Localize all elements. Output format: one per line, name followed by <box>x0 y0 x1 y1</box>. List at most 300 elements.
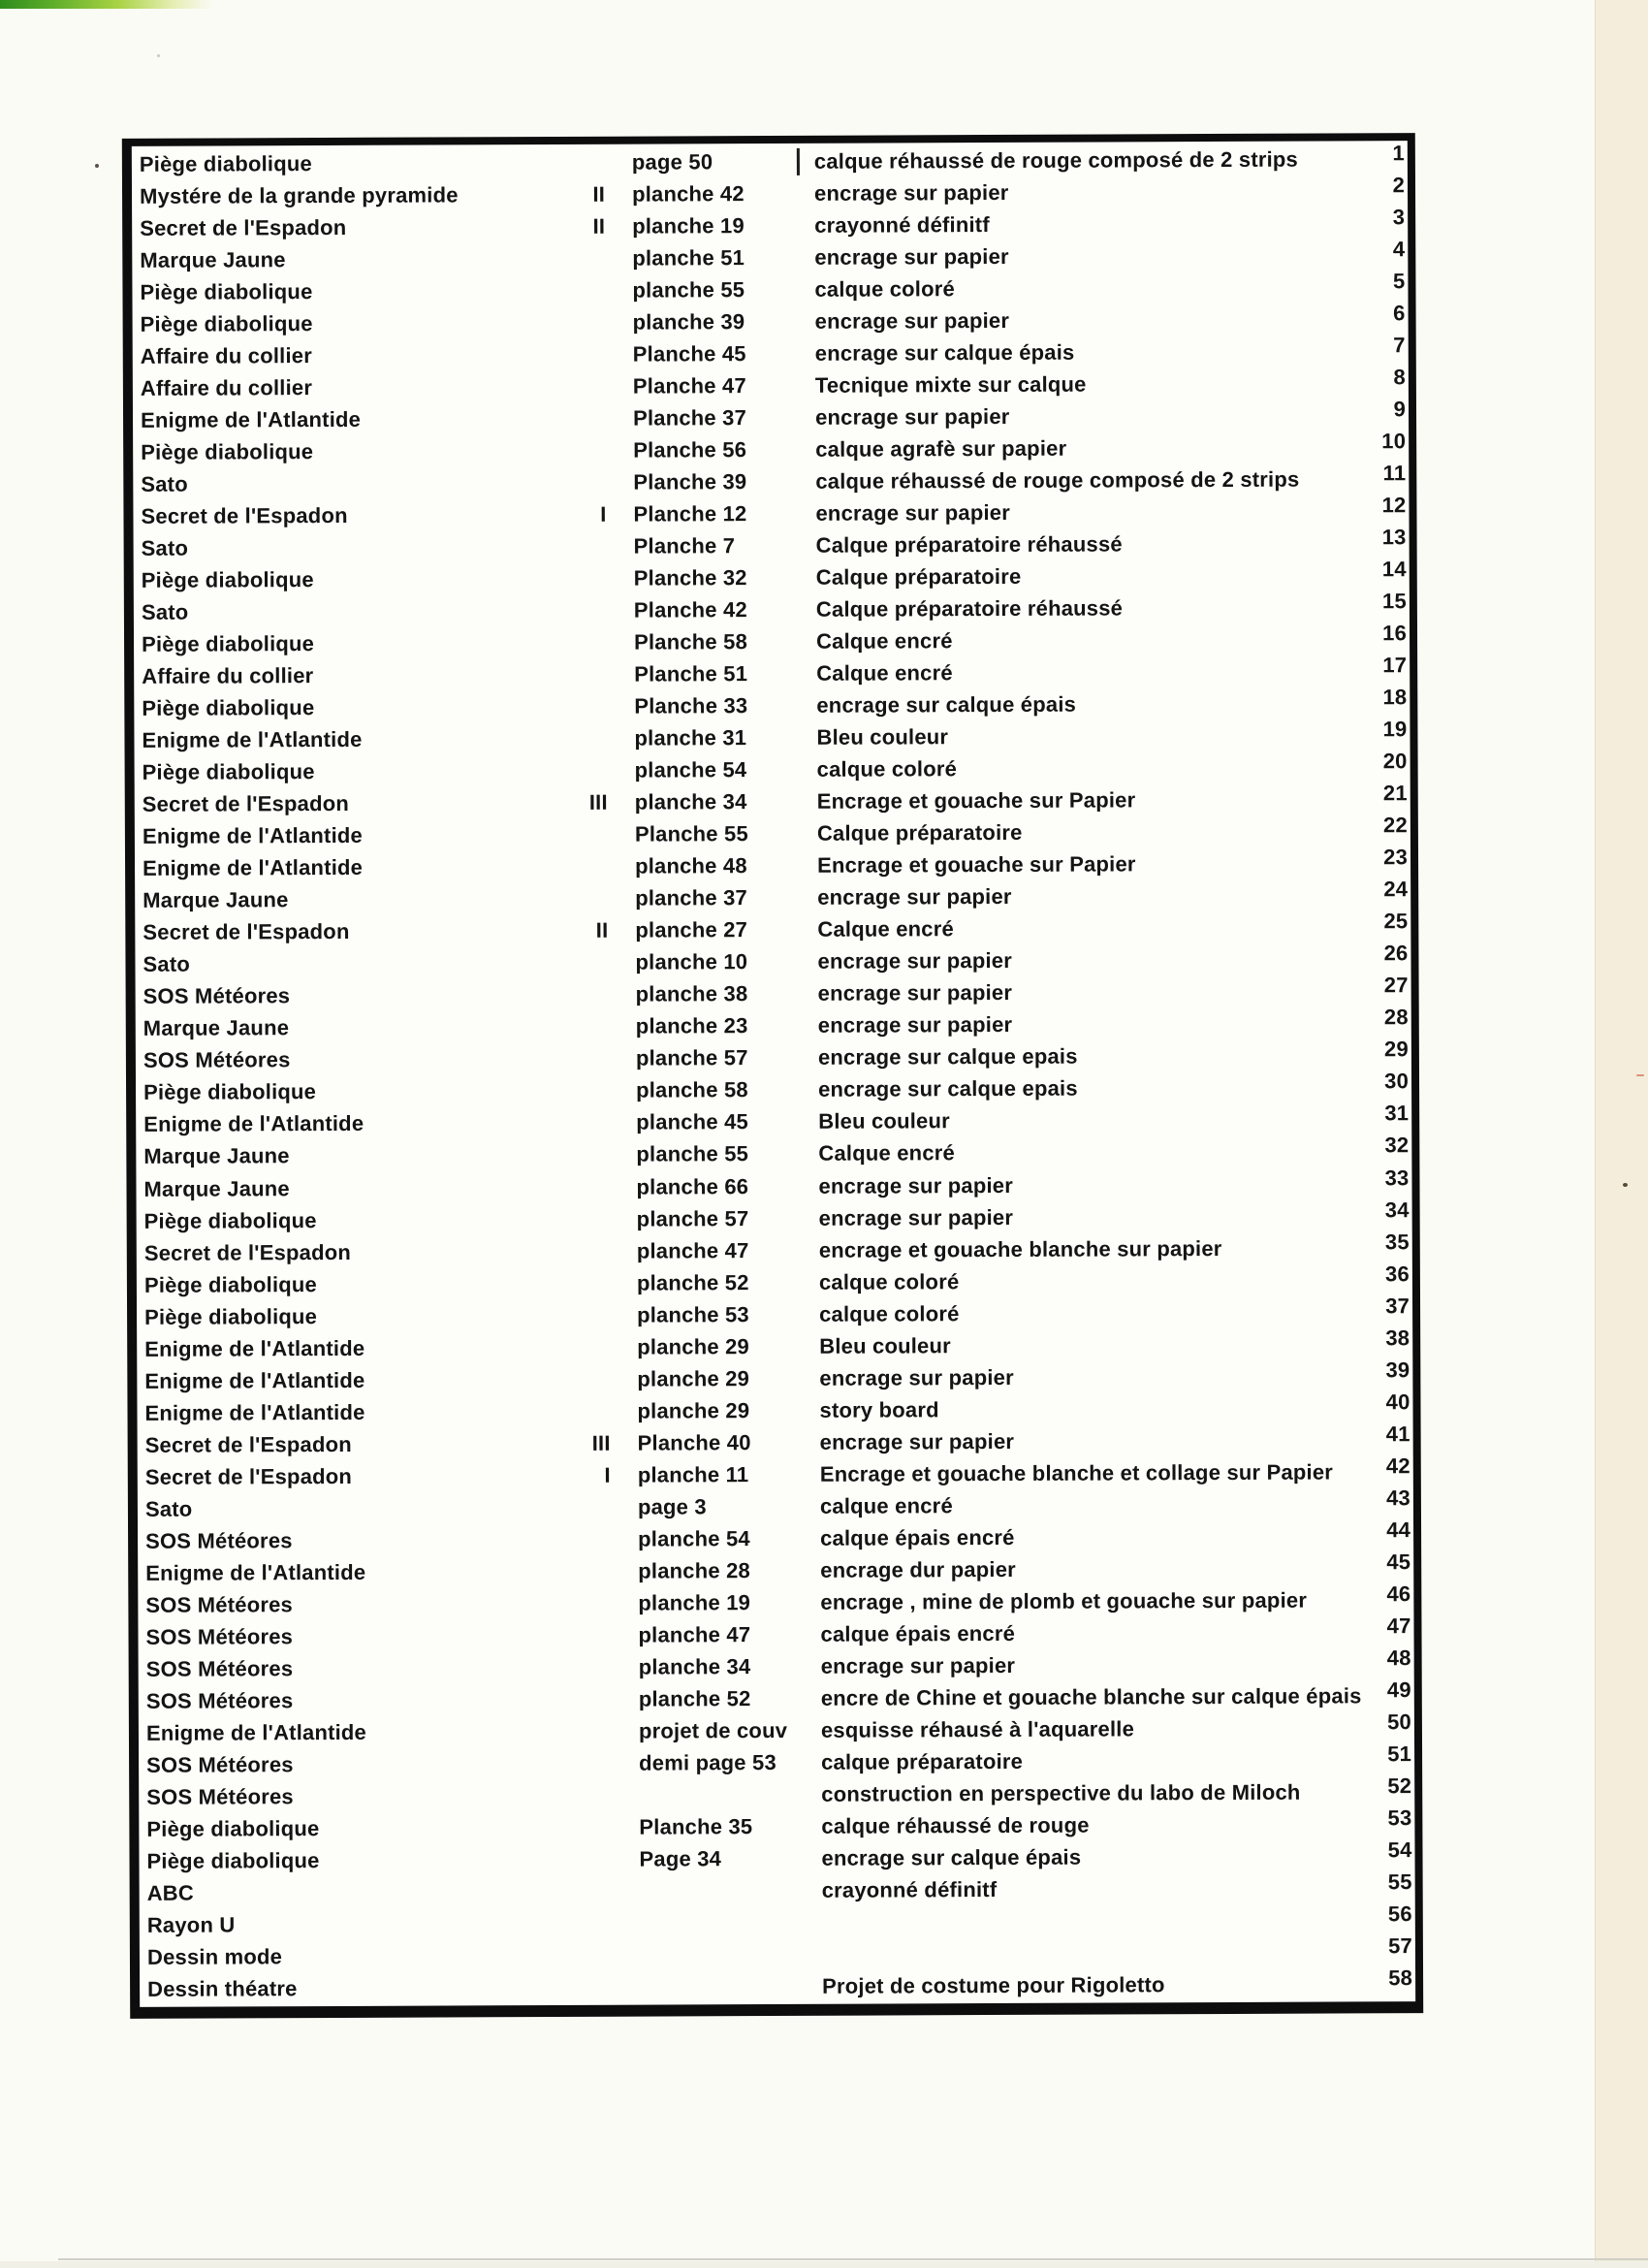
cell-number: 24 <box>1383 877 1409 902</box>
cell-title: Piège diabolique <box>143 1207 317 1233</box>
cell-technique: encrage sur calque épais <box>814 339 1075 366</box>
cell-reference: planche 42 <box>631 181 745 207</box>
cell-reference: Planche 51 <box>634 661 748 687</box>
cell-reference: planche 23 <box>635 1013 748 1039</box>
cell-number: 30 <box>1384 1069 1410 1094</box>
cell-reference: Planche 45 <box>632 341 746 367</box>
cell-title: Marque Jaune <box>143 1143 290 1169</box>
table-row <box>137 1389 1412 1428</box>
cell-technique: encrage , mine de plomb et gouache sur papier <box>820 1587 1308 1614</box>
cell-number: 33 <box>1384 1165 1410 1190</box>
table-row <box>140 1901 1415 1940</box>
cell-title: SOS Météores <box>143 983 291 1009</box>
cell-reference: planche 10 <box>635 949 748 975</box>
cell-number: 37 <box>1385 1293 1410 1318</box>
cell-reference: planche 19 <box>638 1589 751 1615</box>
table-row <box>139 1677 1414 1716</box>
cell-technique: calque réhaussé de rouge <box>821 1812 1090 1838</box>
cell-number: 6 <box>1393 301 1406 326</box>
cell-number: 48 <box>1386 1645 1411 1670</box>
cell-reference: planche 53 <box>637 1301 749 1327</box>
cell-reference: Planche 56 <box>633 437 747 463</box>
cell-reference <box>619 1795 804 1796</box>
cell-technique: encrage sur papier <box>817 1012 1013 1038</box>
cell-reference: planche 34 <box>638 1653 751 1679</box>
cell-reference: planche 29 <box>637 1333 749 1359</box>
cell-title: Enigme de l'Atlantide <box>142 727 363 753</box>
cell-number: 36 <box>1384 1261 1410 1286</box>
cell-technique: story board <box>819 1396 939 1422</box>
table-row <box>139 1645 1414 1684</box>
cell-number: 51 <box>1387 1741 1412 1767</box>
cell-technique: construction en perspective du labo de Miloch <box>821 1779 1301 1806</box>
table-row <box>137 1293 1412 1332</box>
cell-volume: II <box>592 181 606 207</box>
table-row <box>136 1037 1411 1076</box>
cell-reference: planche 66 <box>636 1173 749 1199</box>
cell-title: SOS Météores <box>146 1751 294 1777</box>
table-row <box>139 1741 1414 1780</box>
table-row <box>139 1709 1414 1748</box>
cell-title: Enigme de l'Atlantide <box>145 1719 367 1745</box>
cell-technique: encrage sur papier <box>814 308 1010 334</box>
cell-technique: calque épais encré <box>820 1620 1016 1646</box>
table-row <box>133 301 1409 339</box>
cell-reference: Planche 47 <box>632 373 746 399</box>
cell-number: 17 <box>1382 653 1408 678</box>
cell-number: 20 <box>1382 749 1408 774</box>
cell-title: SOS Météores <box>145 1527 293 1553</box>
cell-number: 11 <box>1382 461 1407 486</box>
cell-technique: encrage sur papier <box>813 179 1009 206</box>
cell-reference: planche 47 <box>636 1237 749 1263</box>
cell-reference: Planche 55 <box>634 821 748 847</box>
cell-reference <box>620 1891 805 1892</box>
table-row <box>138 1453 1413 1492</box>
cell-number: 56 <box>1387 1901 1412 1927</box>
cell-volume: I <box>604 1462 611 1487</box>
cell-title: Enigme de l'Atlantide <box>143 1111 364 1137</box>
cell-reference: page 50 <box>631 149 713 175</box>
plates-inventory-table <box>122 133 1423 2019</box>
table-row <box>134 525 1410 563</box>
cell-technique: Calque préparatoire réhaussé <box>815 531 1123 558</box>
table-row <box>132 173 1408 211</box>
table-row <box>138 1485 1413 1524</box>
cell-technique: calque coloré <box>818 1268 960 1294</box>
cell-title: Affaire du collier <box>142 663 314 689</box>
cell-number: 23 <box>1383 845 1409 870</box>
cell-technique: calque agrafè sur papier <box>815 435 1067 462</box>
cell-number: 18 <box>1382 685 1408 710</box>
cell-volume: II <box>592 213 606 239</box>
cell-reference: page 3 <box>637 1493 707 1519</box>
cell-technique: encrage sur papier <box>817 980 1013 1006</box>
cell-volume: III <box>588 790 608 815</box>
cell-reference: Planche 33 <box>634 693 748 719</box>
cell-title: SOS Météores <box>145 1655 294 1681</box>
cell-reference <box>620 1987 805 1988</box>
cell-technique: encrage sur calque épais <box>816 691 1077 719</box>
cell-number: 53 <box>1387 1805 1412 1831</box>
cell-number: 4 <box>1392 237 1406 262</box>
cell-volume: II <box>595 918 609 943</box>
cell-technique: Calque encré <box>816 660 953 687</box>
cell-title: Piège diabolique <box>143 1271 318 1297</box>
cell-technique: encrage sur calque epais <box>818 1076 1078 1102</box>
cell-technique: encrage sur papier <box>817 948 1013 974</box>
cell-technique: crayonné définitf <box>814 212 990 238</box>
cell-title: Sato <box>144 1496 193 1521</box>
cell-technique: encrage sur papier <box>820 1652 1016 1678</box>
cell-technique: crayonné définitf <box>821 1876 998 1902</box>
table-row <box>136 973 1411 1012</box>
table-row <box>138 1421 1413 1460</box>
cell-number: 31 <box>1384 1101 1410 1126</box>
table-row <box>132 205 1408 243</box>
cell-title: ABC <box>146 1880 194 1905</box>
cell-title: Mystére de la grande pyramide <box>139 182 459 208</box>
cell-number: 15 <box>1381 589 1407 614</box>
scan-bottom-shadow-line <box>58 2258 1648 2260</box>
table-row <box>137 1261 1412 1300</box>
cell-number: 35 <box>1384 1229 1410 1254</box>
cell-reference: planche 28 <box>638 1557 750 1583</box>
cell-number: 29 <box>1383 1037 1409 1062</box>
table-row <box>134 685 1410 723</box>
cell-technique: Encrage et gouache blanche et collage sur Papier <box>819 1459 1334 1486</box>
cell-reference: planche 55 <box>632 277 745 303</box>
cell-reference: planche 57 <box>635 1045 748 1071</box>
table-row <box>136 1165 1411 1204</box>
table-row <box>137 1325 1412 1364</box>
cell-number: 49 <box>1386 1677 1411 1702</box>
cell-reference: planche 38 <box>635 981 748 1007</box>
cell-number: 1 <box>1392 141 1405 166</box>
cell-number: 14 <box>1381 557 1407 582</box>
cell-number: 9 <box>1393 397 1407 422</box>
cell-reference: planche 29 <box>637 1365 750 1391</box>
cell-reference: Planche 12 <box>633 501 747 527</box>
cell-title: Secret de l'Espadon <box>143 1239 352 1265</box>
cell-reference: planche 11 <box>637 1461 749 1487</box>
cell-technique: encrage sur papier <box>818 1172 1014 1198</box>
cell-number: 58 <box>1388 1965 1413 1991</box>
cell-reference: planche 54 <box>634 757 747 783</box>
cell-technique: calque réhaussé de rouge composé de 2 strips <box>815 466 1300 494</box>
table-row <box>138 1549 1413 1588</box>
cell-technique: calque réhaussé de rouge composé de 2 strips <box>797 145 1363 176</box>
cell-number: 28 <box>1383 1005 1409 1030</box>
cell-number: 13 <box>1381 525 1407 550</box>
cell-title: Rayon U <box>146 1912 236 1937</box>
cell-number: 19 <box>1382 717 1408 742</box>
scan-bottom-edge <box>0 2261 1648 2268</box>
cell-technique: encrage sur papier <box>815 500 1010 526</box>
table-row <box>136 1101 1411 1140</box>
cell-technique: esquisse réhausé à l'aquarelle <box>820 1716 1135 1742</box>
scan-top-color-stripe <box>0 0 213 9</box>
table-row <box>134 717 1410 755</box>
cell-number: 5 <box>1392 269 1406 294</box>
cell-technique: calque coloré <box>816 756 958 783</box>
cell-title: Affaire du collier <box>140 375 313 400</box>
cell-title: Enigme de l'Atlantide <box>144 1399 365 1425</box>
table-row <box>132 269 1408 307</box>
cell-technique: encrage sur calque épais <box>821 1844 1082 1870</box>
cell-technique: Calque préparatoire <box>815 564 1022 591</box>
cell-title: Secret de l'Espadon <box>144 1463 353 1489</box>
cell-title: Secret de l'Espadon <box>140 214 347 240</box>
cell-title: Enigme de l'Atlantide <box>144 1367 365 1393</box>
cell-title: Piège diabolique <box>139 151 312 176</box>
cell-title: Enigme de l'Atlantide <box>143 855 364 881</box>
cell-reference: planche 45 <box>636 1109 748 1135</box>
cell-technique: calque coloré <box>814 276 955 302</box>
table-row <box>137 1229 1412 1268</box>
table-row <box>135 941 1410 980</box>
cell-reference: planche 48 <box>635 853 747 878</box>
table-row <box>135 781 1410 819</box>
cell-number: 52 <box>1387 1773 1412 1799</box>
table-row <box>139 1805 1414 1844</box>
table-row <box>140 1933 1415 1972</box>
cell-technique: Encrage et gouache sur Papier <box>816 851 1136 878</box>
cell-technique: encrage sur papier <box>817 884 1012 910</box>
cell-number: 21 <box>1382 781 1408 806</box>
cell-technique: Encrage et gouache sur Papier <box>816 787 1136 815</box>
cell-number: 47 <box>1386 1613 1411 1638</box>
cell-reference: planche 55 <box>636 1141 749 1167</box>
cell-title: Dessin théatre <box>147 1976 298 2001</box>
cell-title: Affaire du collier <box>140 343 313 368</box>
cell-title: Piège diabolique <box>141 567 314 593</box>
cell-reference: planche 52 <box>638 1685 751 1711</box>
cell-technique: encre de Chine et gouache blanche sur calque épais <box>820 1683 1362 1710</box>
cell-number: 46 <box>1386 1581 1411 1606</box>
cell-title: Sato <box>141 471 188 496</box>
cell-reference: Planche 58 <box>633 629 748 655</box>
cell-technique: Calque préparatoire réhaussé <box>815 595 1124 623</box>
cell-number: 45 <box>1386 1549 1411 1574</box>
cell-number: 3 <box>1392 205 1406 230</box>
cell-reference: planche 19 <box>632 213 745 239</box>
cell-number: 8 <box>1393 365 1406 390</box>
cell-number: 7 <box>1393 333 1406 358</box>
cell-technique: encrage sur papier <box>814 404 1010 430</box>
cell-reference: Planche 35 <box>639 1813 753 1839</box>
scan-speck <box>157 54 160 57</box>
cell-number: 16 <box>1382 621 1408 646</box>
cell-number: 57 <box>1387 1933 1412 1959</box>
cell-title: Enigme de l'Atlantide <box>142 823 363 849</box>
cell-number: 10 <box>1381 429 1407 454</box>
cell-title: Enigme de l'Atlantide <box>140 406 362 432</box>
cell-number: 41 <box>1385 1421 1410 1446</box>
cell-reference <box>620 1955 805 1956</box>
table-row <box>136 1133 1411 1172</box>
cell-reference: Planche 40 <box>637 1429 751 1455</box>
table-row <box>135 877 1410 915</box>
table-row <box>133 429 1409 467</box>
cell-reference: Planche 32 <box>633 565 747 591</box>
cell-title: Secret de l'Espadon <box>143 919 350 945</box>
table-row <box>135 909 1410 948</box>
table-row <box>133 333 1409 371</box>
cell-title: SOS Météores <box>145 1623 294 1649</box>
cell-number: 38 <box>1385 1325 1410 1350</box>
table-row <box>138 1517 1413 1556</box>
cell-reference: Planche 37 <box>632 405 747 431</box>
cell-reference: planche 47 <box>638 1621 751 1647</box>
table-row <box>132 237 1408 275</box>
cell-reference: Page 34 <box>639 1846 722 1871</box>
table-row <box>136 1069 1411 1108</box>
cell-title: Piège diabolique <box>146 1815 320 1841</box>
cell-technique: encrage sur papier <box>814 243 1009 270</box>
cell-number: 12 <box>1381 493 1407 518</box>
cell-number: 32 <box>1384 1133 1410 1158</box>
cell-number: 34 <box>1384 1197 1410 1222</box>
cell-technique: calque épais encré <box>820 1524 1015 1550</box>
cell-technique: calque coloré <box>819 1300 960 1326</box>
cell-number: 55 <box>1387 1869 1412 1895</box>
table-row <box>134 621 1410 659</box>
cell-title: Secret de l'Espadon <box>144 1431 352 1457</box>
cell-reference: planche 29 <box>637 1397 750 1423</box>
table-row <box>139 1837 1414 1876</box>
cell-reference: Planche 7 <box>633 533 736 559</box>
cell-technique: Calque préparatoire <box>816 820 1023 847</box>
cell-title: Piège diabolique <box>144 1303 318 1329</box>
cell-title: Sato <box>143 952 191 977</box>
cell-technique: encrage sur papier <box>819 1428 1015 1454</box>
table-row <box>134 589 1410 627</box>
table-row <box>139 1773 1414 1812</box>
table-row <box>135 845 1410 883</box>
cell-reference: planche 57 <box>636 1205 749 1231</box>
table-row <box>133 461 1409 499</box>
cell-technique: Bleu couleur <box>819 1332 951 1358</box>
cell-reference: planche 27 <box>635 917 748 942</box>
cell-title: SOS Météores <box>145 1687 294 1713</box>
cell-technique: Calque encré <box>818 1140 955 1166</box>
cell-reference: planche 37 <box>635 885 747 910</box>
cell-technique: Tecnique mixte sur calque <box>814 371 1087 398</box>
cell-technique: calque préparatoire <box>821 1748 1024 1774</box>
cell-reference: planche 54 <box>638 1525 750 1551</box>
cell-technique: Calque encré <box>815 628 953 655</box>
table-row <box>137 1197 1412 1236</box>
cell-number: 50 <box>1386 1709 1411 1735</box>
cell-reference: planche 34 <box>634 789 747 815</box>
cell-technique: encrage sur papier <box>819 1364 1014 1390</box>
cell-reference: demi page 53 <box>639 1749 776 1775</box>
cell-title: Piège diabolique <box>142 695 315 721</box>
table-row <box>140 1965 1415 2004</box>
cell-number: 27 <box>1383 973 1409 998</box>
table-row <box>132 141 1408 179</box>
cell-title: SOS Météores <box>143 1047 291 1073</box>
cell-technique: encrage dur papier <box>820 1556 1016 1582</box>
cell-title: Marque Jaune <box>143 1015 290 1041</box>
table-row <box>135 749 1410 787</box>
cell-title: Piège diabolique <box>140 279 313 304</box>
table-row <box>140 1869 1415 1908</box>
cell-number: 22 <box>1382 813 1408 838</box>
scan-speck <box>95 164 99 168</box>
cell-number: 44 <box>1386 1517 1411 1542</box>
cell-number: 26 <box>1383 941 1409 966</box>
cell-number: 2 <box>1392 173 1406 198</box>
cell-title: Secret de l'Espadon <box>141 503 348 529</box>
cell-title: Piège diabolique <box>141 439 314 464</box>
cell-title: Enigme de l'Atlantide <box>145 1559 366 1585</box>
cell-number: 42 <box>1385 1453 1410 1478</box>
cell-reference: Planche 42 <box>633 597 747 623</box>
table-row <box>135 813 1410 851</box>
cell-title: Secret de l'Espadon <box>142 791 350 817</box>
cell-title: SOS Météores <box>146 1783 294 1809</box>
table-row <box>133 397 1409 435</box>
cell-title: Sato <box>141 599 189 625</box>
cell-title: Marque Jaune <box>143 887 289 913</box>
cell-number: 43 <box>1385 1485 1410 1510</box>
cell-technique: encrage sur calque epais <box>817 1044 1078 1070</box>
cell-technique: Bleu couleur <box>818 1108 950 1134</box>
cell-number: 54 <box>1387 1837 1412 1863</box>
cell-volume: I <box>600 501 607 527</box>
cell-reference: planche 58 <box>636 1077 748 1103</box>
cell-technique: encrage et gouache blanche sur papier <box>818 1235 1222 1262</box>
cell-technique <box>805 1952 1371 1955</box>
cell-title: Piège diabolique <box>141 631 315 657</box>
cell-title: Piège diabolique <box>140 311 313 336</box>
cell-volume: III <box>591 1430 611 1455</box>
cell-title: Piège diabolique <box>143 1079 317 1105</box>
cell-technique: Projet de costume pour Rigoletto <box>822 1972 1165 1998</box>
cell-title: Enigme de l'Atlantide <box>144 1335 365 1361</box>
cell-technique: Calque encré <box>817 916 954 942</box>
cell-number: 39 <box>1385 1357 1410 1382</box>
cell-title: Piège diabolique <box>142 759 315 785</box>
cell-technique: encrage sur papier <box>818 1204 1014 1230</box>
cell-technique <box>805 1920 1371 1923</box>
scan-speck <box>1636 1074 1644 1076</box>
table-row <box>133 365 1409 403</box>
table-row <box>136 1005 1411 1044</box>
cell-reference: planche 51 <box>632 245 745 271</box>
table-row <box>134 557 1410 595</box>
cell-reference: projet de couv <box>638 1717 788 1743</box>
cell-reference <box>620 1923 805 1924</box>
table-row <box>134 653 1410 691</box>
cell-reference: Planche 39 <box>633 469 747 495</box>
table-row <box>133 493 1409 531</box>
cell-number: 25 <box>1383 909 1409 934</box>
table-row <box>138 1613 1413 1652</box>
cell-technique: Bleu couleur <box>816 724 949 751</box>
cell-title: Sato <box>141 535 189 561</box>
table-row <box>138 1581 1413 1620</box>
scan-speck <box>1623 1183 1628 1187</box>
cell-reference: planche 39 <box>632 309 745 335</box>
cell-technique: calque encré <box>819 1492 953 1518</box>
cell-title: Marque Jaune <box>140 247 286 272</box>
cell-reference: planche 31 <box>634 725 747 751</box>
table-row <box>137 1357 1412 1396</box>
cell-title: SOS Météores <box>145 1591 294 1617</box>
